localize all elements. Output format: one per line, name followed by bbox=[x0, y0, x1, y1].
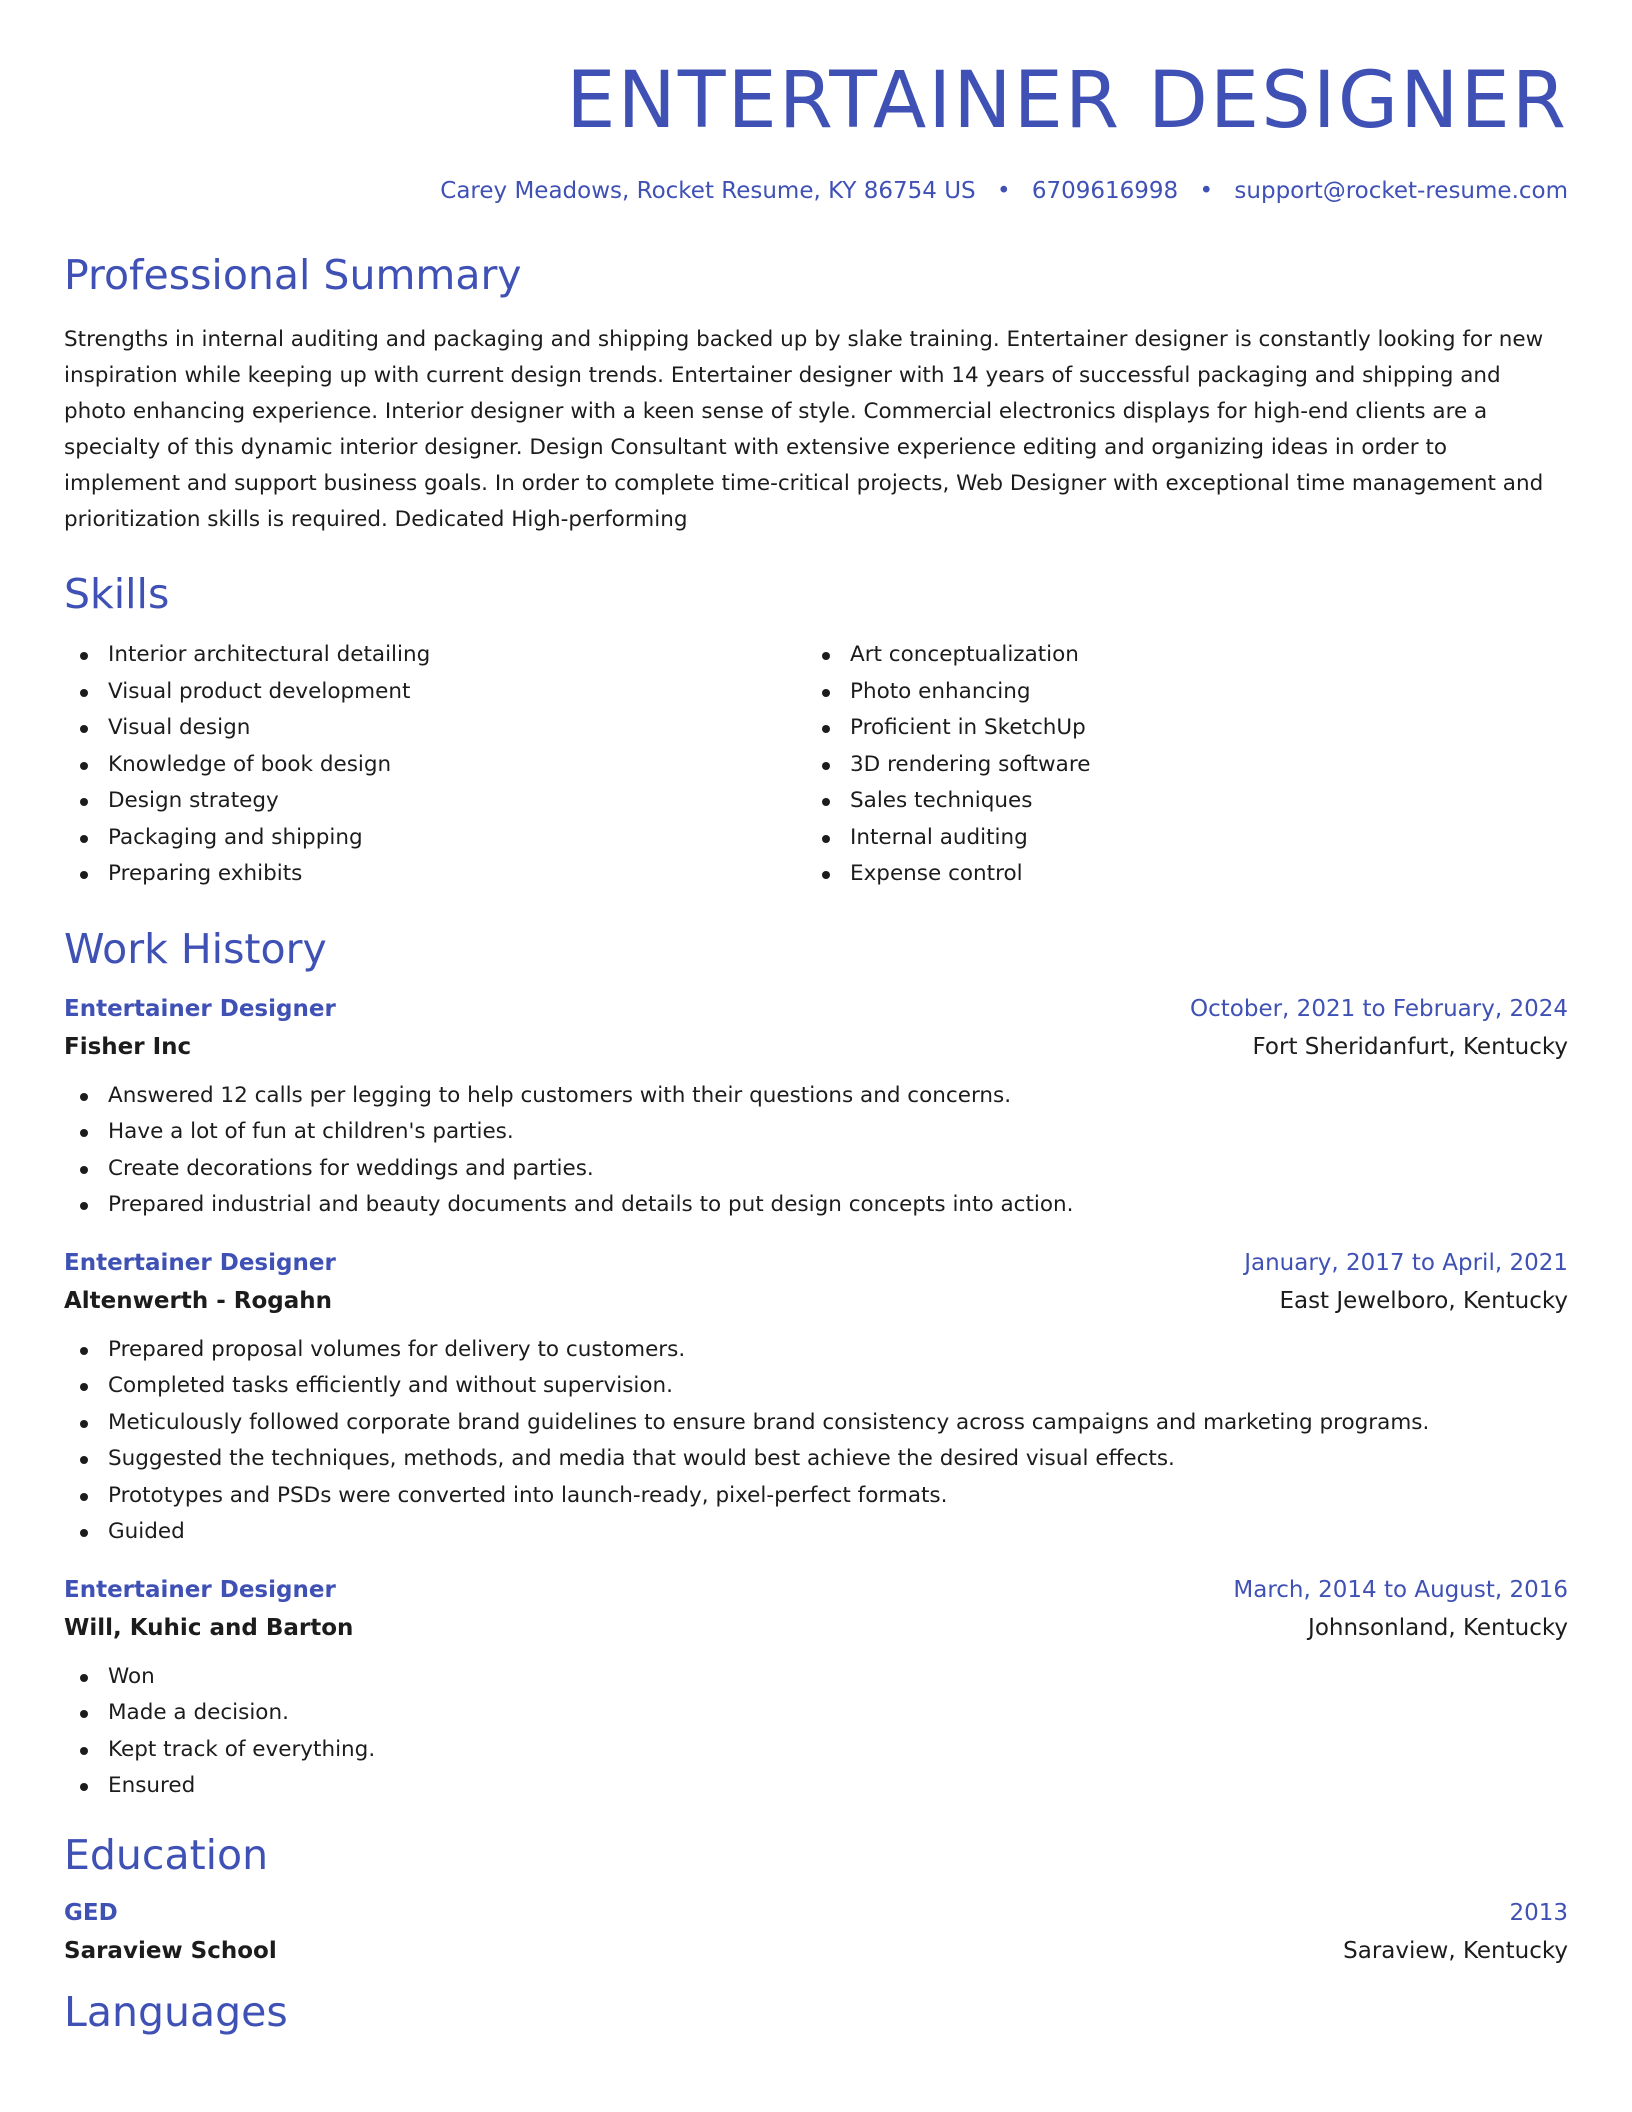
job-header-row bbox=[64, 1250, 1568, 1276]
job-company-row bbox=[64, 1615, 1568, 1641]
skills-column-right bbox=[806, 637, 1548, 893]
job-dates: March, 2014 to August, 2016 bbox=[1233, 1576, 1568, 1603]
skill-item: Proficient in SketchUp bbox=[806, 710, 1548, 747]
contact-separator: • bbox=[996, 178, 1011, 204]
job-dates: January, 2017 to April, 2021 bbox=[1244, 1249, 1568, 1276]
skill-item: Visual product development bbox=[64, 674, 806, 711]
job-duties bbox=[64, 1078, 1568, 1224]
job-entry bbox=[64, 996, 1568, 1224]
skills-list bbox=[64, 637, 1568, 893]
work-history-heading: Work History bbox=[64, 924, 327, 973]
duty-item: Prepared proposal volumes for delivery to customers. bbox=[64, 1332, 1568, 1369]
job-location: Johnsonland, Kentucky bbox=[1308, 1614, 1568, 1641]
skill-item: Visual design bbox=[64, 710, 806, 747]
duty-item: Prototypes and PSDs were converted into launch-ready, pixel-perfect formats. bbox=[64, 1478, 1568, 1515]
contact-line bbox=[64, 180, 1568, 203]
duty-item: Meticulously followed corporate brand guidelines to ensure brand consistency across campaigns and marketing programs. bbox=[64, 1405, 1568, 1442]
duty-item: Ensured bbox=[64, 1768, 1568, 1805]
skill-item: Design strategy bbox=[64, 783, 806, 820]
contact-address: Carey Meadows, Rocket Resume, KY 86754 US bbox=[440, 178, 976, 204]
skill-item: Knowledge of book design bbox=[64, 747, 806, 784]
duty-item: Kept track of everything. bbox=[64, 1732, 1568, 1769]
skills-column-left bbox=[64, 637, 806, 893]
summary-text: Strengths in internal auditing and packaging and shipping backed up by slake training. Entertainer designer is constantly looking for new inspiration while keeping up with current design trends. Entertainer designer with 14 years of successful packaging and shipping and photo enhancing experience. Interior designer with a keen sense of style. Commercial electronics displays for high-end clients are a specialty of this dynamic interior designer. Design Consultant with extensive experience editing and organizing ideas in order to implement and support business goals. In order to complete time-critical projects, Web Designer with exceptional time management and prioritization skills is required. Dedicated High-performing bbox=[64, 327, 1544, 532]
skill-item: Internal auditing bbox=[806, 820, 1548, 857]
resume-page bbox=[64, 0, 1568, 2036]
job-title: Entertainer Designer bbox=[64, 1249, 336, 1276]
skill-item: Art conceptualization bbox=[806, 637, 1548, 674]
job-company-row bbox=[64, 1288, 1568, 1314]
duty-item: Create decorations for weddings and parties. bbox=[64, 1151, 1568, 1188]
job-company: Will, Kuhic and Barton bbox=[64, 1614, 354, 1641]
skill-item: Sales techniques bbox=[806, 783, 1548, 820]
job-company: Altenwerth - Rogahn bbox=[64, 1287, 333, 1314]
job-duties bbox=[64, 1659, 1568, 1805]
education-school-row bbox=[64, 1938, 1568, 1964]
education-school: Saraview School bbox=[64, 1937, 277, 1964]
skill-item: Preparing exhibits bbox=[64, 856, 806, 893]
summary-heading: Professional Summary bbox=[64, 251, 522, 299]
job-header-row bbox=[64, 996, 1568, 1022]
resume-header bbox=[64, 0, 1568, 203]
skills-heading: Skills bbox=[64, 570, 170, 618]
job-entry bbox=[64, 1577, 1568, 1805]
duty-item: Answered 12 calls per legging to help customers with their questions and concerns. bbox=[64, 1078, 1568, 1115]
job-dates: October, 2021 to February, 2024 bbox=[1190, 995, 1568, 1022]
job-company-row bbox=[64, 1034, 1568, 1060]
duty-item: Guided bbox=[64, 1514, 1568, 1551]
duty-item: Made a decision. bbox=[64, 1695, 1568, 1732]
job-entry bbox=[64, 1250, 1568, 1551]
languages-heading: Languages bbox=[64, 1987, 288, 2036]
duty-item: Completed tasks efficiently and without supervision. bbox=[64, 1368, 1568, 1405]
contact-email: support@rocket-resume.com bbox=[1234, 178, 1568, 204]
duty-item: Won bbox=[64, 1659, 1568, 1696]
skill-item: Expense control bbox=[806, 856, 1548, 893]
job-title: Entertainer Designer bbox=[64, 995, 336, 1022]
job-location: Fort Sheridanfurt, Kentucky bbox=[1252, 1033, 1568, 1060]
skill-item: Photo enhancing bbox=[806, 674, 1548, 711]
contact-phone: 6709616998 bbox=[1031, 178, 1179, 204]
job-location: East Jewelboro, Kentucky bbox=[1279, 1287, 1568, 1314]
skill-item: Packaging and shipping bbox=[64, 820, 806, 857]
education-year: 2013 bbox=[1509, 1899, 1568, 1926]
candidate-name: ENTERTAINER DESIGNER bbox=[566, 56, 1568, 146]
contact-separator: • bbox=[1199, 178, 1214, 204]
job-header-row bbox=[64, 1577, 1568, 1603]
skill-item: 3D rendering software bbox=[806, 747, 1548, 784]
education-entry bbox=[64, 1900, 1568, 1964]
duty-item: Have a lot of fun at children's parties. bbox=[64, 1114, 1568, 1151]
job-duties bbox=[64, 1332, 1568, 1551]
duty-item: Prepared industrial and beauty documents and details to put design concepts into action. bbox=[64, 1187, 1568, 1224]
job-title: Entertainer Designer bbox=[64, 1576, 336, 1603]
education-heading: Education bbox=[64, 1830, 269, 1879]
job-company: Fisher Inc bbox=[64, 1033, 192, 1060]
skill-item: Interior architectural detailing bbox=[64, 637, 806, 674]
education-location: Saraview, Kentucky bbox=[1343, 1937, 1568, 1964]
education-degree: GED bbox=[64, 1899, 118, 1926]
duty-item: Suggested the techniques, methods, and media that would best achieve the desired visual effects. bbox=[64, 1441, 1568, 1478]
education-header-row bbox=[64, 1900, 1568, 1926]
